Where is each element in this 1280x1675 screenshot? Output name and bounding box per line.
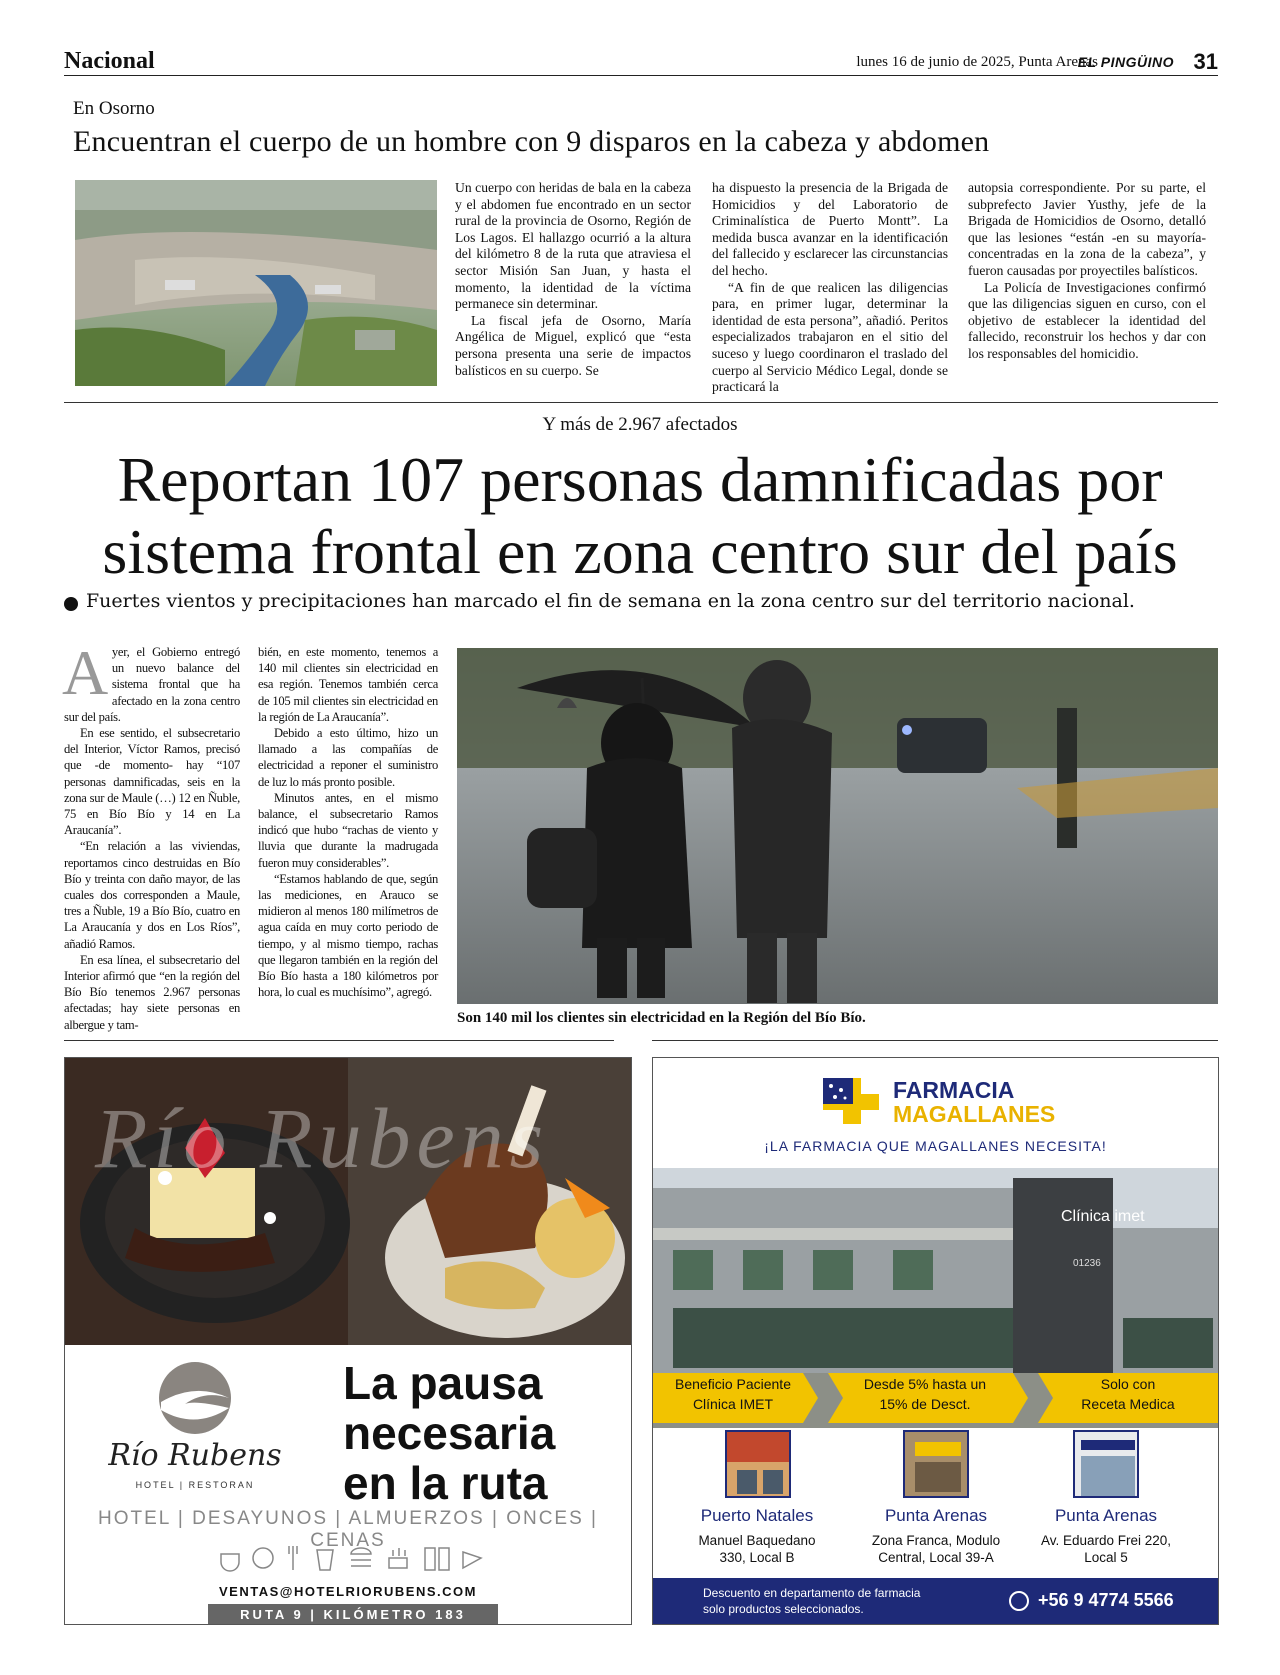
- location-city: Punta Arenas: [1054, 1506, 1158, 1525]
- whatsapp-icon: [1009, 1591, 1029, 1611]
- article1-headline: Encuentran el cuerpo de un hombre con 9 disparos en la cabeza y abdomen: [73, 125, 990, 158]
- article1-kicker: En Osorno: [73, 98, 155, 119]
- location-city: Puerto Natales: [700, 1506, 814, 1525]
- page-header: [64, 46, 1218, 76]
- page-number: 31: [1193, 49, 1218, 74]
- paragraph: En ese sentido, el subsecretario del Interior, Víctor Ramos, precisó que -de momento- hay “107 personas damnificadas, seis en la zona sur de Maule (…) 12 en Ñuble, 75 en Bío Bío y 14 en La Araucanía”.: [64, 726, 240, 838]
- pharmacy-cross-icon: [823, 1078, 879, 1124]
- osorno-aerial-photo: [75, 180, 437, 386]
- pharmacy-slogan: ¡LA FARMACIA QUE MAGALLANES NECESITA!: [764, 1138, 1107, 1154]
- paragraph: “En relación a las viviendas, reportamos cinco destruidas en Bío Bío y treinta con daño mayor, de las cuales dos corresponden a Maule, tres a Ñuble, 19 a Bío Bío, cuatro en La Araucanía y dos en Los Ríos”, añadió Ramos.: [64, 839, 240, 951]
- article1-column-2: [712, 180, 948, 396]
- paragraph: La fiscal jefa de Osorno, María Angélica de Miguel, explicó que “esta persona presenta una serie de impactos balísticos en su cuerpo. Se: [455, 312, 691, 378]
- article2-kicker: Y más de 2.967 afectados: [542, 414, 738, 435]
- footer-note: Descuento en departamento de farmacia solo productos seleccionados.: [703, 1586, 921, 1616]
- divider: [652, 1040, 1218, 1041]
- store-thumbnail: [903, 1430, 969, 1498]
- paragraph: Minutos antes, en el mismo balance, el subsecretario Ramos indicó que hubo “rachas de viento y lluvia que durante la madrugada fueron muy considerables”.: [258, 790, 438, 870]
- contact-email[interactable]: VENTAS@HOTELRIORUBENS.COM: [219, 1584, 477, 1599]
- dateline: lunes 16 de junio de 2025, Punta Arenas: [856, 54, 1098, 70]
- bullet-icon: [64, 597, 78, 611]
- drop-cap: A: [62, 637, 108, 708]
- paragraph: ha dispuesto la presencia de la Brigada de Homicidios y del Laboratorio de Criminalística de Puerto Montt”. La medida busca avanzar en la identificación del fallecido y esclarecer las circunstancias del hecho.: [712, 180, 948, 278]
- paragraph: Un cuerpo con heridas de bala en la cabeza y el abdomen fue encontrado en un sector rural de la provincia de Osorno, Región de Los Lagos. El hallazgo ocurrió a la altura del kilómetro 8 de la ruta que atraviesa el sector Misión San Juan, y hasta el momento, la identidad de la víctima permanece sin determinar.: [455, 180, 691, 312]
- paragraph: “A fin de que realicen las diligencias para, en primer lugar, determinar la identidad de esta persona”, añadió. Peritos especializados trabajaron en el sitio del suceso y luego coordinaron el traslado del cuerpo al Servicio Médico Legal, donde se practicará la: [712, 279, 948, 395]
- services-list: HOTEL | DESAYUNOS | ALMUERZOS | ONCES | CENAS: [98, 1508, 598, 1551]
- section-name: Nacional: [64, 48, 155, 74]
- store-thumbnail: [725, 1430, 791, 1498]
- pharmacy-brand: FARMACIA MAGALLANES: [893, 1077, 1056, 1127]
- paragraph: autopsia correspondiente. Por su parte, el subprefecto Javier Yusthy, jefe de la Brigada de Homicidios de Osorno, detalló que las lesiones “están -en su mayoría- concentradas en la zona de la cabeza”, y fueron causadas por proyectiles balísticos.: [968, 180, 1206, 278]
- article2-column-1: [62, 637, 240, 1033]
- article1-column-3: [968, 180, 1206, 363]
- paragraph: “Estamos hablando de que, según las mediciones, en Arauco se midieron al menos 180 milímetros de agua caída en muy corto periodo de tiempo, y al mismo tiempo, rachas que llegaron también en la región del Bío Bío hasta a 180 kilómetros por hora, lo cual es muchísimo”, agregó.: [258, 871, 438, 1000]
- benefit-2: Desde 5% hasta un 15% de Desct.: [863, 1376, 987, 1412]
- paragraph: En esa línea, el subsecretario del Interior afirmó que “en la región del Bío Bío tenemos 2.967 personas afectadas; hay siete personas en albergue y tam-: [64, 952, 240, 1032]
- benefit-3: Solo con Receta Medica: [1081, 1376, 1175, 1412]
- brand-watermark: Río Rubens: [95, 1090, 550, 1186]
- divider: [64, 402, 1218, 403]
- article1-column-1: [455, 180, 691, 379]
- service-icons: [213, 1540, 483, 1574]
- farmacia-magallanes-ad[interactable]: [652, 1057, 1219, 1625]
- building-sign: Clínica imet: [1061, 1208, 1145, 1225]
- paragraph: La Policía de Investigaciones confirmó que las diligencias siguen en curso, con el objetivo de establecer la identidad del fallecido, reconstruir los hechos y dar con los responsables del homicidio.: [968, 279, 1206, 361]
- location-address: Manuel Baquedano 330, Local B: [698, 1533, 816, 1565]
- route-badge: RUTA 9 | KILÓMETRO 183: [208, 1604, 498, 1625]
- rio-rubens-logo: [95, 1360, 295, 1510]
- article2-column-2: [258, 644, 438, 1000]
- newspaper-brand: EL PINGÜINO: [1077, 54, 1174, 70]
- store-thumbnail: [1073, 1430, 1139, 1498]
- phone-number[interactable]: +56 9 4774 5566: [1038, 1590, 1174, 1610]
- photo-caption: Son 140 mil los clientes sin electricidad en la Región del Bío Bío.: [457, 1010, 866, 1026]
- logo-name: Río Rubens: [108, 1438, 282, 1473]
- location-city: Punta Arenas: [884, 1506, 988, 1525]
- rain-street-photo: [457, 648, 1218, 1004]
- rio-rubens-ad[interactable]: [64, 1057, 632, 1625]
- paragraph: Ayer, el Gobierno entregó un nuevo balance del sistema frontal que ha afectado en la zona centro sur del país.: [62, 637, 240, 724]
- logo-subtitle: HOTEL | RESTORAN: [135, 1480, 255, 1490]
- ad-tagline: La pausa necesaria en la ruta: [343, 1357, 556, 1509]
- paragraph: bién, en este momento, tenemos a 140 mil clientes sin electricidad en esa región. Tenemos también cerca de 105 mil clientes sin electricidad en la región de La Araucanía”.: [258, 645, 438, 724]
- paragraph: Debido a esto último, hizo un llamado a las compañías de electricidad a reponer el suministro de luz lo más pronto posible.: [258, 726, 438, 789]
- building-number: 01236: [1073, 1258, 1101, 1269]
- divider: [64, 1040, 614, 1041]
- location-address: Zona Franca, Modulo Central, Local 39-A: [871, 1533, 1001, 1565]
- article2-headline: Reportan 107 personas damnificadas por sistema frontal en zona centro sur del país: [102, 444, 1178, 587]
- article2-deck: Fuertes vientos y precipitaciones han marcado el fin de semana en la zona centro sur del territorio nacional.: [86, 590, 1135, 612]
- location-address: Av. Eduardo Frei 220, Local 5: [1040, 1533, 1172, 1565]
- benefit-1: Beneficio Paciente Clínica IMET: [675, 1376, 791, 1412]
